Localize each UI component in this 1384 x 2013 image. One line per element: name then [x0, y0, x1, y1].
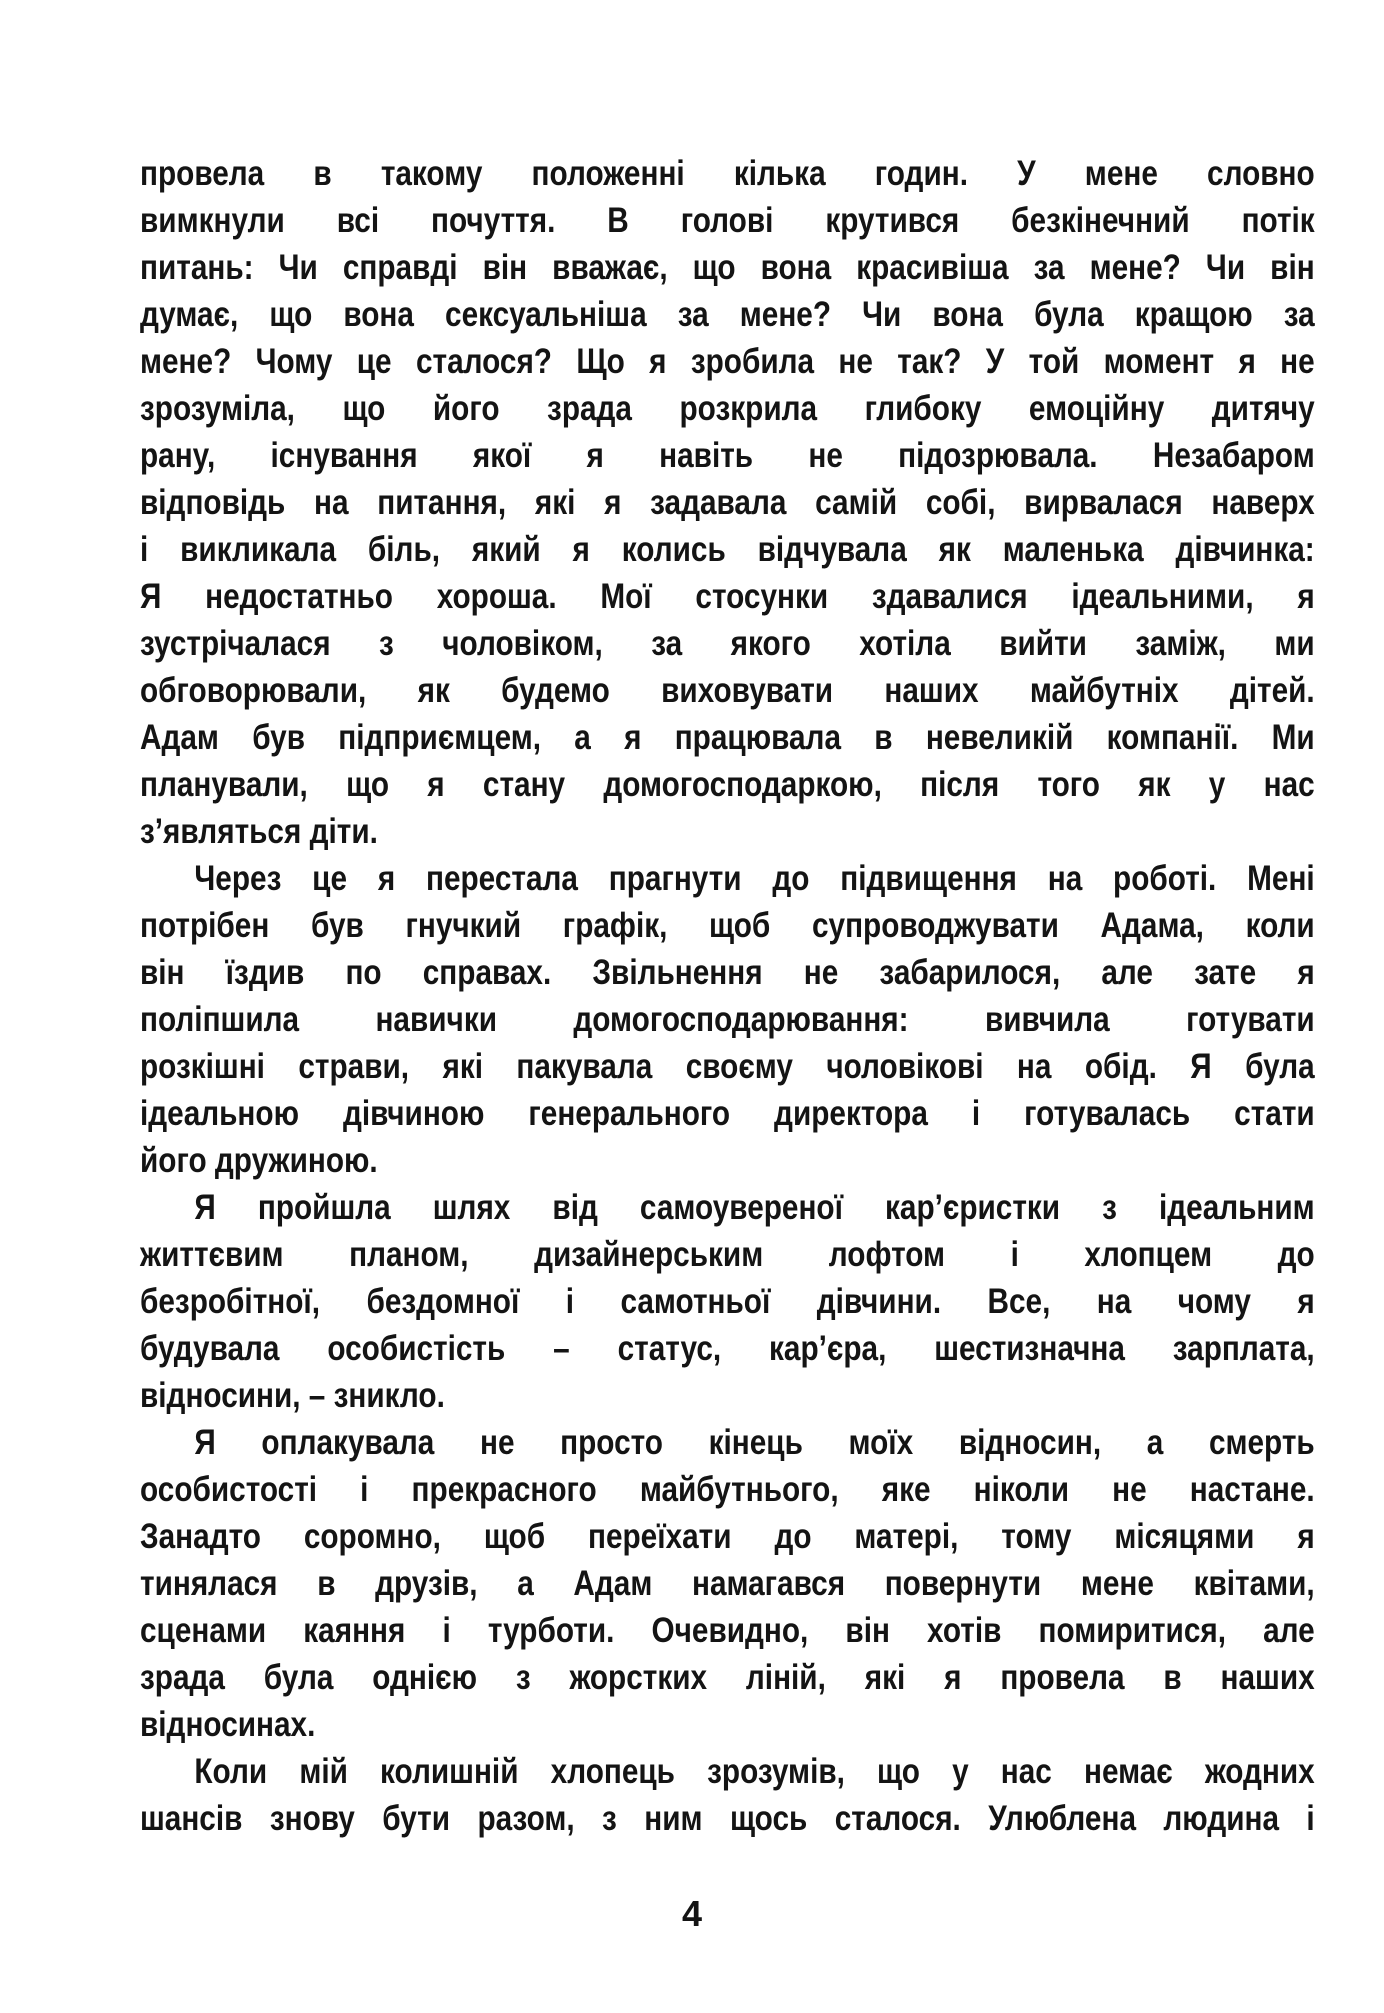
paragraph [140, 855, 1315, 1184]
body-text [140, 150, 1315, 1842]
text-line: шансів знову бути разом, з ним щось сталося. Улюблена людина і [140, 1799, 1315, 1838]
text-line: потрібен був гнучкий графік, щоб супроводжувати Адама, коли [140, 906, 1315, 945]
text-line: і викликала біль, який я колись відчувала як маленька дівчинка: [140, 530, 1315, 569]
text-line: планували, що я стану домогосподаркою, після того як у нас [140, 765, 1315, 804]
text-line: поліпшила навички домогосподарювання: вивчила готувати [140, 1000, 1315, 1039]
text-line: безробітної, бездомної і самотньої дівчини. Все, на чому я [140, 1282, 1315, 1321]
text-line: Я оплакувала не просто кінець моїх відносин, а смерть [194, 1423, 1315, 1462]
text-line: Через це я перестала прагнути до підвищення на роботі. Мені [194, 859, 1315, 898]
text-line: ідеальною дівчиною генерального директора і готувалась стати [140, 1094, 1315, 1133]
text-line: особистості і прекрасного майбутнього, яке ніколи не настане. [140, 1470, 1315, 1509]
text-line: відносини, – зникло. [140, 1376, 445, 1415]
text-line: життєвим планом, дизайнерським лофтом і хлопцем до [140, 1235, 1315, 1274]
paragraph [140, 150, 1315, 855]
paragraph [140, 1184, 1315, 1419]
text-line: думає, що вона сексуальніша за мене? Чи вона була кращою за [140, 295, 1315, 334]
text-line: обговорювали, як будемо виховувати наших майбутніх дітей. [140, 671, 1315, 710]
text-line: Занадто соромно, щоб переїхати до матері, тому місяцями я [140, 1517, 1315, 1556]
text-line: його дружиною. [140, 1141, 378, 1180]
paragraph [140, 1419, 1315, 1748]
text-line: зрозуміла, що його зрада розкрила глибоку емоційну дитячу [140, 389, 1315, 428]
text-line: тинялася в друзів, а Адам намагався повернути мене квітами, [140, 1564, 1315, 1603]
paragraph [140, 1748, 1315, 1842]
text-line: мене? Чому це сталося? Що я зробила не так? У той момент я не [140, 342, 1315, 381]
text-line: розкішні страви, які пакувала своєму чоловікові на обід. Я була [140, 1047, 1315, 1086]
text-line: вимкнули всі почуття. В голові крутився безкінечний потік [140, 201, 1315, 240]
text-line: зустрічалася з чоловіком, за якого хотіла вийти заміж, ми [140, 624, 1315, 663]
text-line: питань: Чи справді він вважає, що вона красивіша за мене? Чи він [140, 248, 1315, 287]
text-line: рану, існування якої я навіть не підозрювала. Незабаром [140, 436, 1315, 475]
text-line: зрада була однією з жорстких ліній, які я провела в наших [140, 1658, 1315, 1697]
text-line: відповідь на питання, які я задавала самій собі, вирвалася наверх [140, 483, 1315, 522]
text-line: сценами каяння і турботи. Очевидно, він хотів помиритися, але [140, 1611, 1315, 1650]
page-number: 4 [681, 1893, 703, 1934]
text-line: провела в такому положенні кілька годин. У мене словно [140, 154, 1315, 193]
text-line: Коли мій колишній хлопець зрозумів, що у нас немає жодних [194, 1752, 1315, 1791]
text-line: Я недостатньо хороша. Мої стосунки здавалися ідеальними, я [140, 577, 1315, 616]
text-line: він їздив по справах. Звільнення не забарилося, але зате я [140, 953, 1315, 992]
text-line: Адам був підприємцем, а я працювала в невеликій компанії. Ми [140, 718, 1315, 757]
text-line: відносинах. [140, 1705, 316, 1744]
text-line: з’являться діти. [140, 812, 378, 851]
text-line: будувала особистість – статус, кар’єра, шестизначна зарплата, [140, 1329, 1315, 1368]
text-line: Я пройшла шлях від самоувереної кар’єристки з ідеальним [194, 1188, 1315, 1227]
